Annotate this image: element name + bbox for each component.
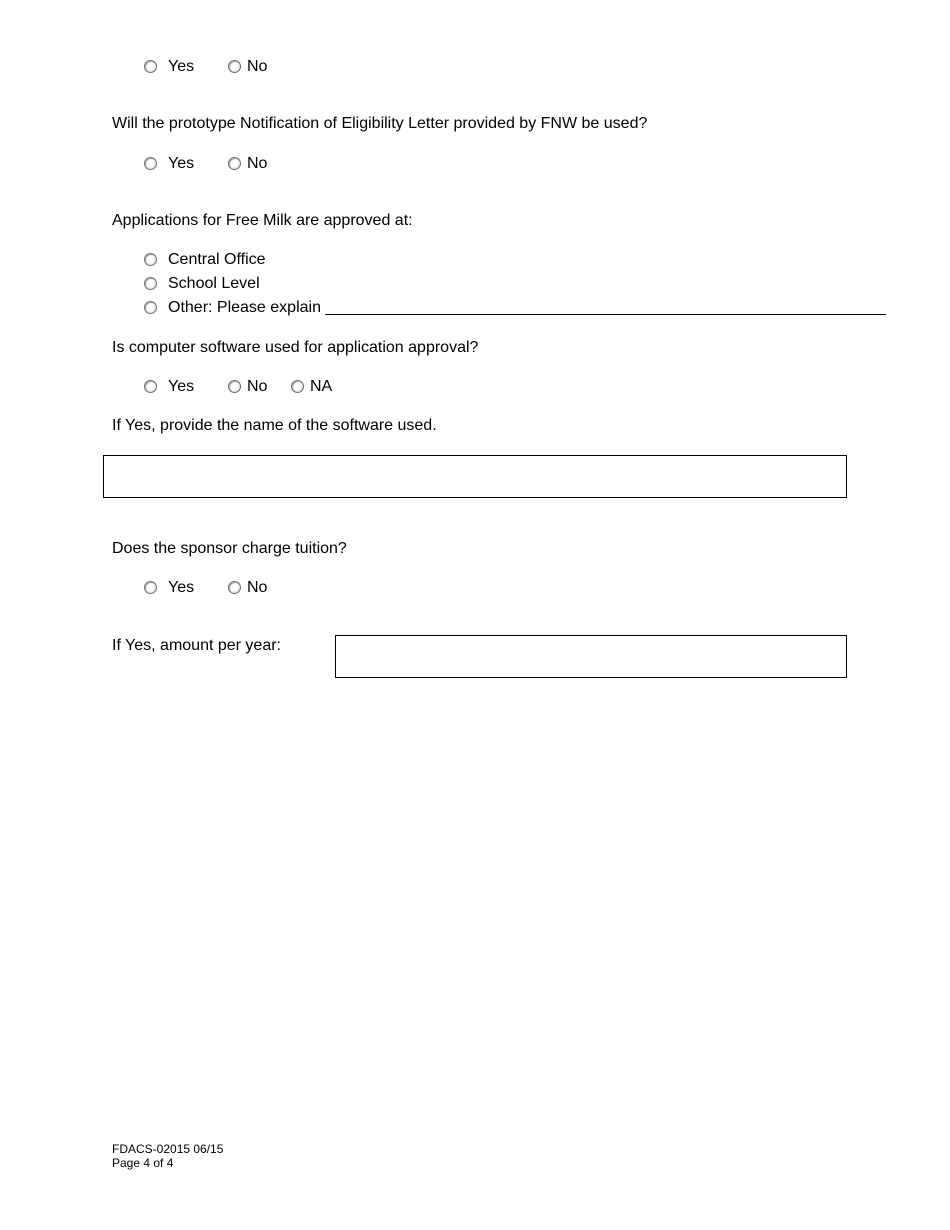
q5-yes-radio[interactable] bbox=[144, 581, 157, 594]
q2-yes-radio[interactable] bbox=[144, 157, 157, 170]
q4-yes-radio[interactable] bbox=[144, 380, 157, 393]
q5-no-label: No bbox=[247, 579, 268, 596]
q4-question: Is computer software used for application approval? bbox=[112, 339, 479, 356]
software-name-field[interactable] bbox=[103, 455, 847, 498]
q3-school-level-label: School Level bbox=[168, 275, 260, 292]
q4-na-radio[interactable] bbox=[291, 380, 304, 393]
q3-other-label: Other: Please explain _______________________________________________________________ bbox=[168, 299, 887, 316]
q2-no-radio[interactable] bbox=[228, 157, 241, 170]
q1-no-label: No bbox=[247, 58, 268, 75]
form-id: FDACS-02015 06/15 bbox=[112, 1142, 224, 1156]
q5-yes-label: Yes bbox=[168, 579, 195, 596]
q4-followup-label: If Yes, provide the name of the software used. bbox=[112, 417, 437, 434]
q4-no-radio[interactable] bbox=[228, 380, 241, 393]
q5-followup-label: If Yes, amount per year: bbox=[112, 637, 281, 654]
q3-question: Applications for Free Milk are approved at: bbox=[112, 212, 413, 229]
q4-yes-label: Yes bbox=[168, 378, 195, 395]
q4-no-label: No bbox=[247, 378, 268, 395]
q1-no-radio[interactable] bbox=[228, 60, 241, 73]
q3-school-level-radio[interactable] bbox=[144, 277, 157, 290]
q5-no-radio[interactable] bbox=[228, 581, 241, 594]
tuition-amount-field[interactable] bbox=[335, 635, 847, 678]
q3-central-office-label: Central Office bbox=[168, 251, 266, 268]
q3-central-office-radio[interactable] bbox=[144, 253, 157, 266]
page-number: Page 4 of 4 bbox=[112, 1156, 174, 1170]
q3-other-radio[interactable] bbox=[144, 301, 157, 314]
q2-no-label: No bbox=[247, 155, 268, 172]
q4-na-label: NA bbox=[310, 378, 333, 395]
q5-question: Does the sponsor charge tuition? bbox=[112, 540, 347, 557]
q1-yes-label: Yes bbox=[168, 58, 195, 75]
q2-question: Will the prototype Notification of Eligibility Letter provided by FNW be used? bbox=[112, 115, 648, 132]
q2-yes-label: Yes bbox=[168, 155, 195, 172]
q1-yes-radio[interactable] bbox=[144, 60, 157, 73]
